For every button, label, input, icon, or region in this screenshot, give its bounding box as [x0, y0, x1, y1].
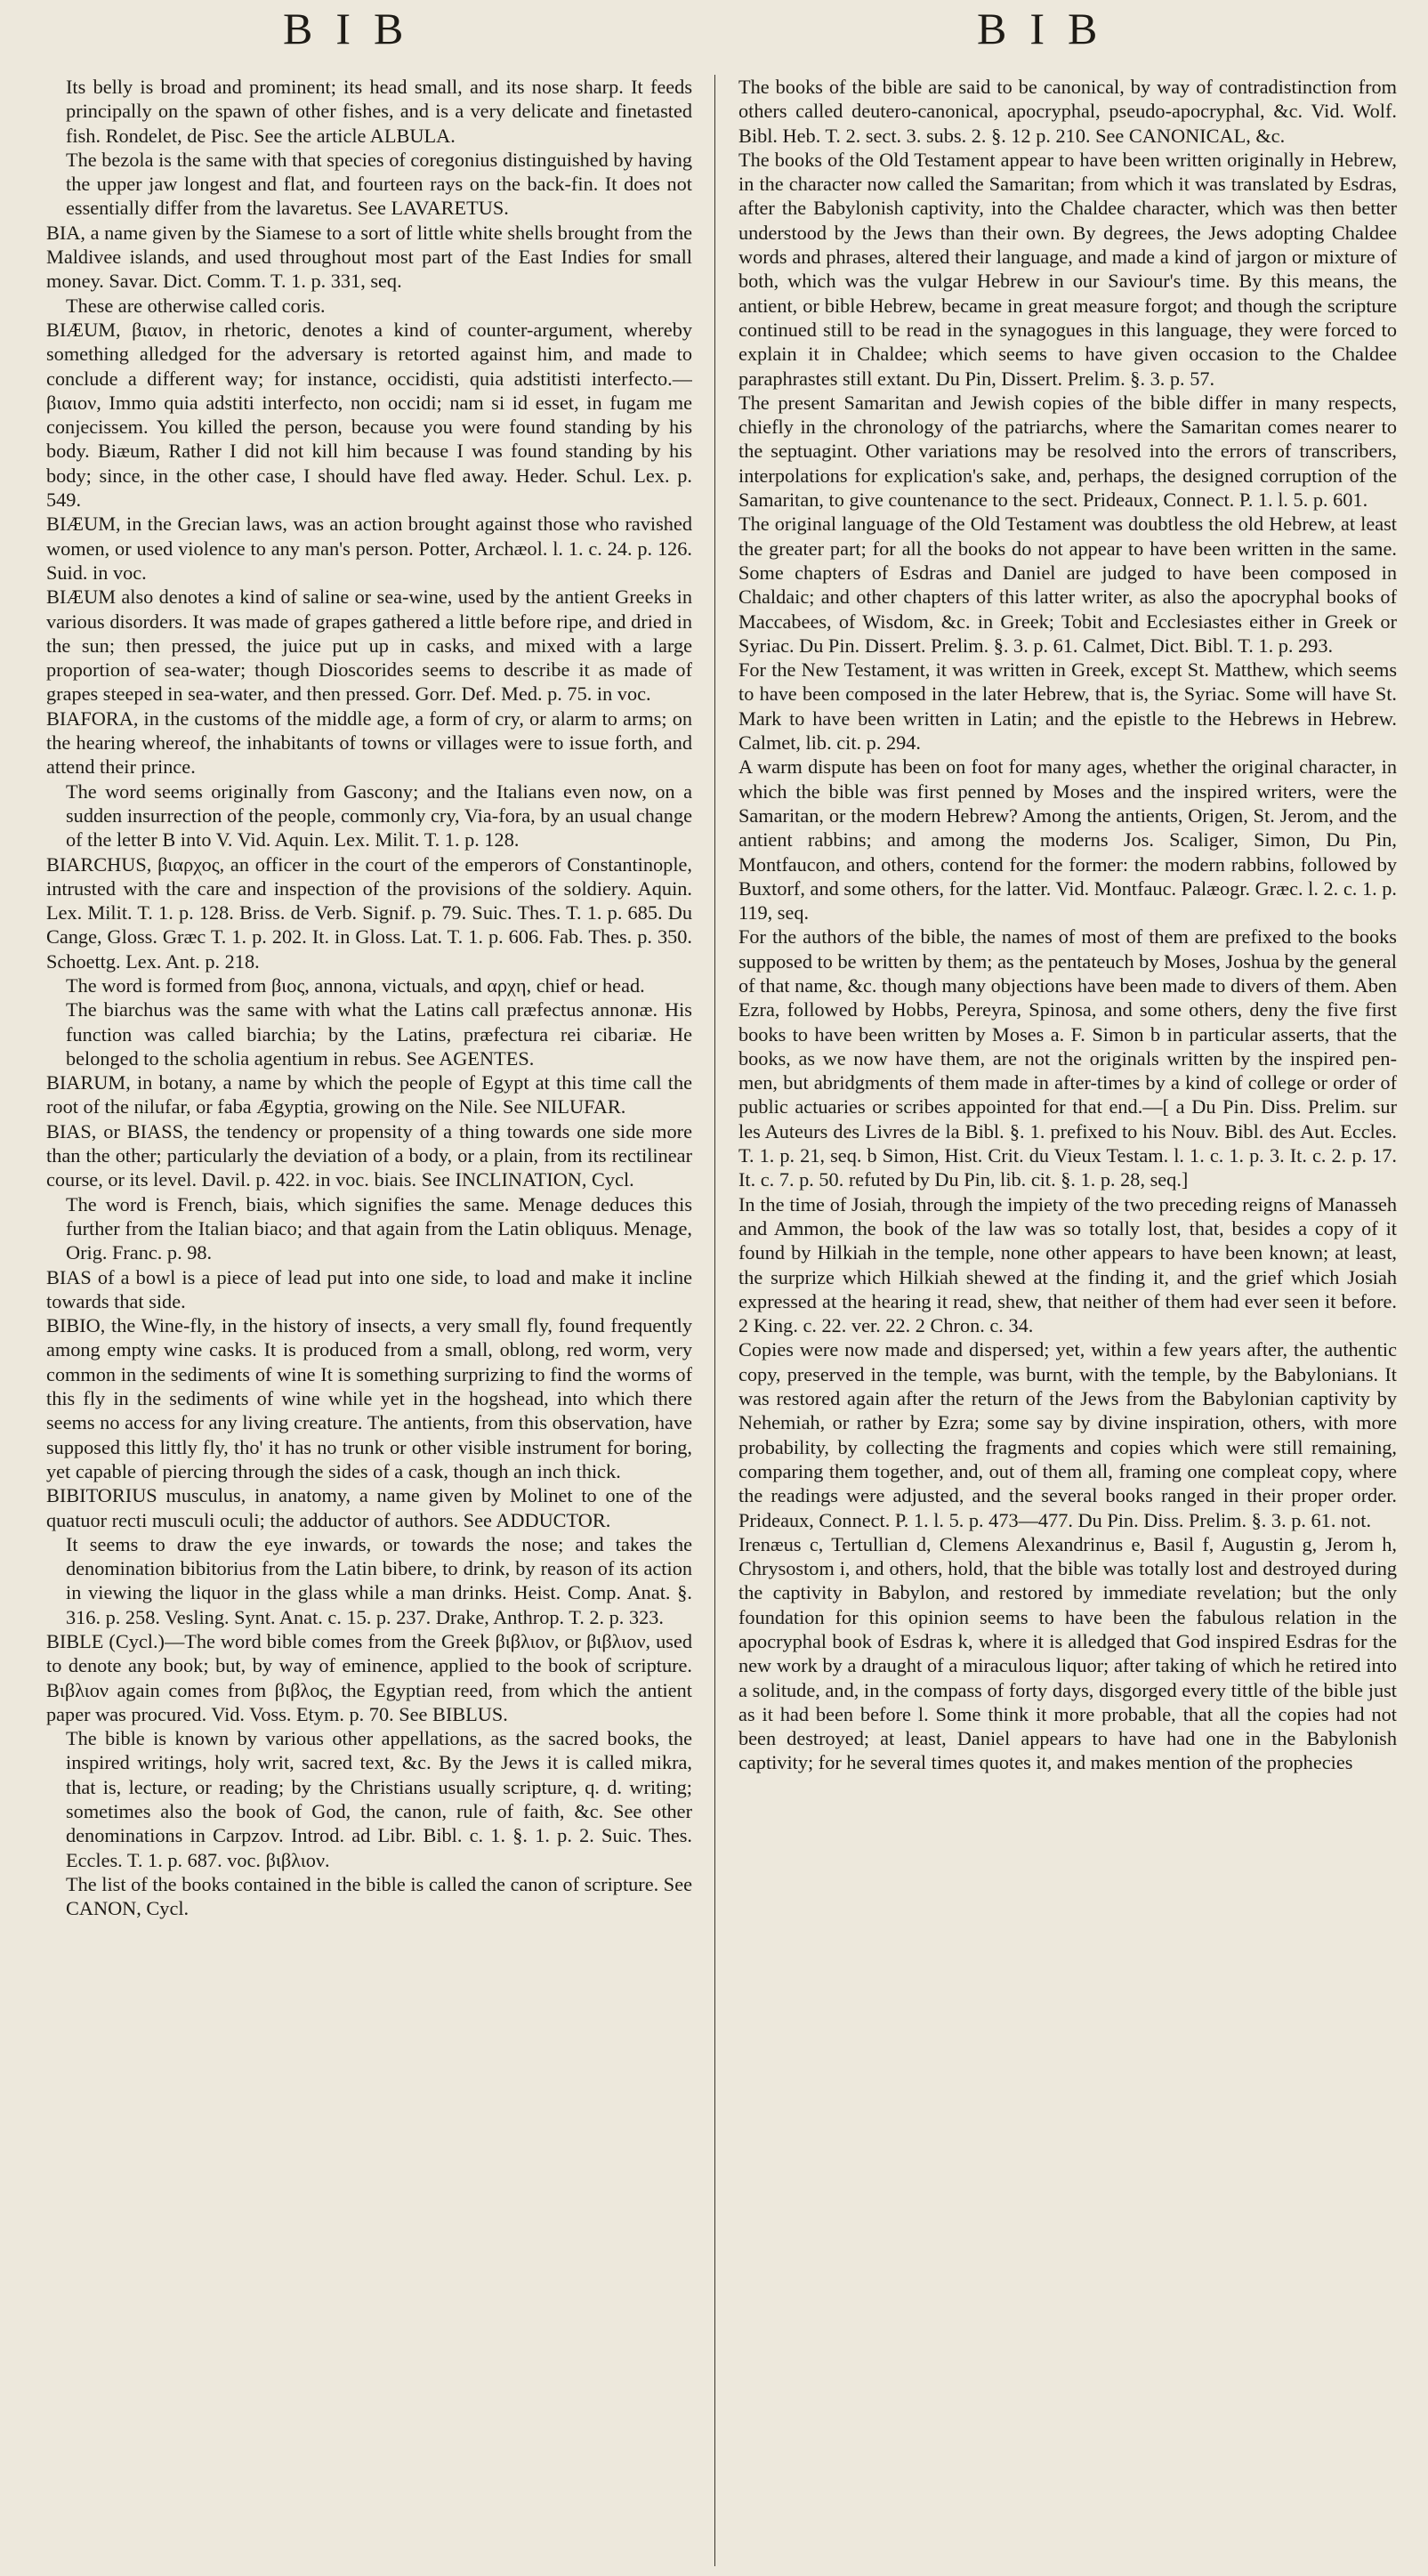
paragraph: The books of the bible are said to be canonical, by way of contradistinction from others called deutero-canonical, apocryphal, pseudo-apocryphal, &c. Vid. Wolf. Bibl. Heb. T. 2. sect. 3. subs. 2. §. 12 p. 210. See CANONICAL, &c.	[738, 76, 1397, 147]
paragraph: In the time of Josiah, through the impiety of the two preceding reigns of Manasseh and Ammon, the book of the law was so totally lost, that, besides a copy of it found by Hilkiah in the temple, none other appears to have been known; at least, the surprize which Hilkiah shewed at the finding it, and the grief which Josiah expressed at the hearing it read, shew, that neither of them had ever seen it before. 2 King. c. 22. ver. 22. 2 Chron. c. 34.	[738, 1192, 1397, 1337]
paragraph: These are otherwise called coris.	[66, 294, 326, 317]
paragraph: The word is formed from βιος, annona, victuals, and αρχη, chief or head.	[66, 973, 645, 997]
entry-bibio: BIBIO, the Wine-fly, in the history of insects, a very small fly, found frequently among empty wine casks. It is produced from a small, oblong, red worm, very common in the sediments of wine It is something surprizing to find the worms of this fly in the sediments of wine while yet in the hogshead, into which there seems no access for any living creature. The antients, from this observation, have supposed this littly fly, tho' it has no trunk or other visible instrument for boring, yet capable of piercing through the sides of a cask, though an inch thick.	[46, 1314, 692, 1482]
entry-biaeum-law: BIÆUM, in the Grecian laws, was an action brought against those who ravished women, or used violence to any man's person. Potter, Archæol. l. 1. c. 24. p. 126. Suid. in voc.	[46, 513, 692, 584]
paragraph: A warm dispute has been on foot for many ages, whether the original character, in which the bible was first penned by Moses and the inspired writers, were the Samaritan, or the modern Hebrew? Among the antients, Origen, St. Jerom, and the antient rabbins; and among the moderns Jos. Scaliger, Simon, Du Pin, Montfaucon, and others, contend for the former: the modern rabbins, followed by Buxtorf, and some others, for the latter. Vid. Montfauc. Palæogr. Græc. l. 2. c. 1. p. 119, seq.	[738, 755, 1397, 925]
paragraph: Irenæus c, Tertullian d, Clemens Alexandrinus e, Basil f, Augustin g, Jerom h, Chrysostom i, and others, hold, that the bible was totally lost and destroyed during the captivity in Babylon, and restored by immediate revelation; but the only foundation for this opinion seems to have been the fabulous relation in the apocryphal book of Esdras k, where it is alledged that God inspired Esdras for the new work by a draught of a miraculous liquor; after taking of which he retired into a solitude, and, in the compass of forty days, disgorged every tittle of the bible just as it had been before l. Some think it more probable, that all the copies had not been destroyed; at least, Daniel appears to have had one in the Babylonish captivity; for he several times quotes it, and makes mention of the prophecies	[738, 1532, 1397, 1774]
entry-biarchus: BIARCHUS, βιαρχος, an officer in the court of the emperors of Constantinople, intrusted with the care and inspection of the provisions of the soldiery. Aquin. Lex. Milit. T. 1. p. 128. Briss. de Verb. Signif. p. 79. Suic. Thes. T. 1. p. 685. Du Cange, Gloss. Græc T. 1. p. 202. It. in Gloss. Lat. T. 1. p. 606. Fab. Thes. p. 350. Schoettg. Lex. Ant. p. 218.	[46, 852, 692, 973]
right-column	[738, 75, 1397, 2566]
paragraph: The books of the Old Testament appear to have been written originally in Hebrew, in the character now called the Samaritan; from which it was translated by Esdras, after the Babylonish captivity, into the Chaldee character, which was then better understood by the Jews than their own. By degrees, the Jews adopting Chaldee words and phrases, altered their language, and made a kind of jargon or mixture of both, which was the vulgar Hebrew in our Saviour's time. By this means, the antient, or bible Hebrew, became in great measure forgot; and though the scripture continued still to be read in the synagogues in this language, they were forced to explain it in Chaldee; which seems to have given occasion to the Chaldee paraphrastes still extant. Du Pin, Dissert. Prelim. §. 3. p. 57.	[738, 148, 1397, 390]
paragraph: The word is French, biais, which signifies the same. Menage deduces this further from the Italian biaco; and that again from the Latin obliquus. Menage, Orig. Franc. p. 98.	[66, 1192, 692, 1264]
entry-bible: BIBLE (Cycl.)—The word bible comes from the Greek βιβλιον, or βιβλιον, used to denote any book; but, by way of eminence, applied to the book of scripture. Βιβλιον again comes from βιβλος, the Egyptian reed, from which the antient paper was procured. Vid. Voss. Etym. p. 70. See BIBLUS.	[46, 1630, 692, 1725]
entry-bias: BIAS, or BIASS, the tendency or propensity of a thing towards one side more than the other; particularly the deviation of a body, or a plain, from its rectilinear course, or its level. Davil. p. 422. in voc. biais. See INCLINATION, Cycl.	[46, 1119, 692, 1191]
entry-bibitorius: BIBITORIUS musculus, in anatomy, a name given by Molinet to one of the quatuor recti musculi oculi; the adductor of authors. See ADDUCTOR.	[46, 1484, 692, 1531]
paragraph: The present Samaritan and Jewish copies of the bible differ in many respects, chiefly in the chronology of the patriarchs, where the Samaritan comes nearer to the septuagint. Other variations may be resolved into the errors of transcribers, interpolations for explication's sake, and, perhaps, the designed corruption of the Samaritan, to give countenance to the sect. Prideaux, Connect. P. 1. l. 5. p. 601.	[738, 391, 1397, 512]
entry-biafora: BIAFORA, in the customs of the middle age, a form of cry, or alarm to arms; on the hearing whereof, the inhabitants of towns or villages were to issue forth, and attend their prince.	[46, 707, 692, 779]
paragraph: The original language of the Old Testament was doubtless the old Hebrew, at least the greater part; for all the books do not appear to have been written in the same. Some chapters of Esdras and Daniel are judged to have been composed in Chaldaic; and other chapters of this latter writer, as also the apocryphal books of Maccabees, of Wisdom, &c. in Greek; Tobit and Ecclesiastes either in Greek or Syriac. Du Pin. Dissert. Prelim. §. 3. p. 61. Calmet, Dict. Bibl. T. 1. p. 293.	[738, 513, 1397, 657]
entry-biaeum-wine: BIÆUM also denotes a kind of saline or sea-wine, used by the antient Greeks in various disorders. It was made of grapes gathered a little before ripe, and dried in the sun; then pressed, the juice put up in casks, and mixed with a large proportion of sea-water; though Dioscorides seems to describe it as made of grapes steeped in sea-water, and then pressed. Gorr. Def. Med. p. 75. in voc.	[46, 585, 692, 706]
entry-bias-bowl: BIAS of a bowl is a piece of lead put into one side, to load and make it incline towards that side.	[46, 1265, 692, 1312]
entry-biarum: BIARUM, in botany, a name by which the people of Egypt at this time call the root of the nilufar, or faba Ægyptia, growing on the Nile. See NILUFAR.	[46, 1071, 692, 1118]
paragraph: For the New Testament, it was written in Greek, except St. Matthew, which seems to have been composed in the later Hebrew, that is, the Syriac. Some will have St. Mark to have been written in Latin; and the epistle to the Hebrews in Hebrew. Calmet, lib. cit. p. 294.	[738, 658, 1397, 755]
paragraph: It seems to draw the eye inwards, or towards the nose; and takes the denomination bibitorius from the Latin bibere, to drink, by reason of its action in viewing the liquor in the glass while a man drinks. Heist. Comp. Anat. §. 316. p. 258. Vesling. Synt. Anat. c. 15. p. 237. Drake, Anthrop. T. 2. p. 323.	[66, 1532, 692, 1628]
paragraph: The bezola is the same with that species of coregonius distinguished by having the upper jaw longest and flat, and fourteen rays on the back-fin. It does not essentially differ from the lavaretus. See LAVARETUS.	[66, 148, 692, 220]
left-column	[46, 75, 692, 2566]
paragraph: Its belly is broad and prominent; its head small, and its nose sharp. It feeds principally on the spawn of other fishes, and is a very delicate and finetasted fish. Rondelet, de Pisc. See the article ALBULA.	[66, 76, 692, 147]
paragraph: The word seems originally from Gascony; and the Italians even now, on a sudden insurrection of the people, commonly cry, Via-fora, by an usual change of the letter B into V. Vid. Aquin. Lex. Milit. T. 1. p. 128.	[66, 779, 692, 852]
column-divider	[714, 75, 715, 2566]
entry-bia: BIA, a name given by the Siamese to a sort of little white shells brought from the Maldivee islands, and used throughout most part of the East Indies for small money. Savar. Dict. Comm. T. 1. p. 331, seq.	[46, 221, 692, 293]
paragraph: The list of the books contained in the bible is called the canon of scripture. See CANON, Cycl.	[66, 1872, 692, 1920]
paragraph: Copies were now made and dispersed; yet, within a few years after, the authentic copy, preserved in the temple, was burnt, with the temple, by the Babylonians. It was restored again after the return of the Jews from the Babylonian captivity by Nehemiah, or rather by Ezra; some say by divine inspiration, others, with more probability, by collecting the fragments and copies which were still remaining, comparing them together, and, out of them all, framing one compleat copy, where the readings were adjusted, and the several books ranged in their proper order. Prideaux, Connect. P. 1. l. 5. p. 473—477. Du Pin. Diss. Prelim. §. 3. p. 61. not.	[738, 1338, 1397, 1531]
paragraph: For the authors of the bible, the names of most of them are prefixed to the books supposed to be written by them; as the pentateuch by Moses, Joshua by the general of that name, &c. though many objections have been made to divers of them. Aben Ezra, followed by Hobbs, Pereyra, Spinosa, and some others, deny the five first books to have been written by Moses a. F. Simon b in particular asserts, that the books, as we now have them, are not the originals written by the inspired pen-men, but abridgments of them made in after-times by a kind of college or order of public actuaries or scribes appointed for that end.—[ a Du Pin. Diss. Prelim. sur les Auteurs des Livres de la Bibl. §. 1. prefixed to his Nouv. Bibl. des Aut. Eccles. T. 1. p. 21, seq. b Simon, Hist. Crit. du Vieux Testam. l. 1. c. 1. p. 3. It. c. 2. p. 17. It. c. 7. p. 50. refuted by Du Pin, lib. cit. §. 1. p. 28, seq.]	[738, 925, 1397, 1191]
paragraph: The biarchus was the same with what the Latins call præfectus annonæ. His function was called biarchia; by the Latins, præfectura rei cibariæ. He belonged to the scholia agentium in rebus. See AGENTES.	[66, 998, 692, 1070]
paragraph: The bible is known by various other appellations, as the sacred books, the inspired writings, holy writ, sacred text, &c. By the Jews it is called mikra, that is, lecture, or reading; by the Christians usually scripture, q. d. writing; sometimes also the book of God, the canon, rule of faith, &c. See other denominations in Carpzov. Introd. ad Libr. Bibl. c. 1. §. 1. p. 2. Suic. Thes. Eccles. T. 1. p. 687. voc. βιβλιον.	[66, 1727, 692, 1871]
entry-biaeum-rhetoric: BIÆUM, βιαιον, in rhetoric, denotes a kind of counter-argument, whereby something alledged for the adversary is retorted against him, and made to conclude a different way; for instance, occidisti, quia adstitisti interfecto.—βιαιον, Immo quia adstiti interfecto, non occidi; nam si id esset, in fugam me conjecissem. You killed the person, because you were found standing by his body. Biæum, Rather I did not kill him because I was found standing by his body; since, in the other case, I should have fled away. Heder. Schul. Lex. p. 549.	[46, 318, 692, 512]
running-head-left: BIB	[283, 4, 427, 53]
running-head-right: BIB	[977, 4, 1121, 53]
